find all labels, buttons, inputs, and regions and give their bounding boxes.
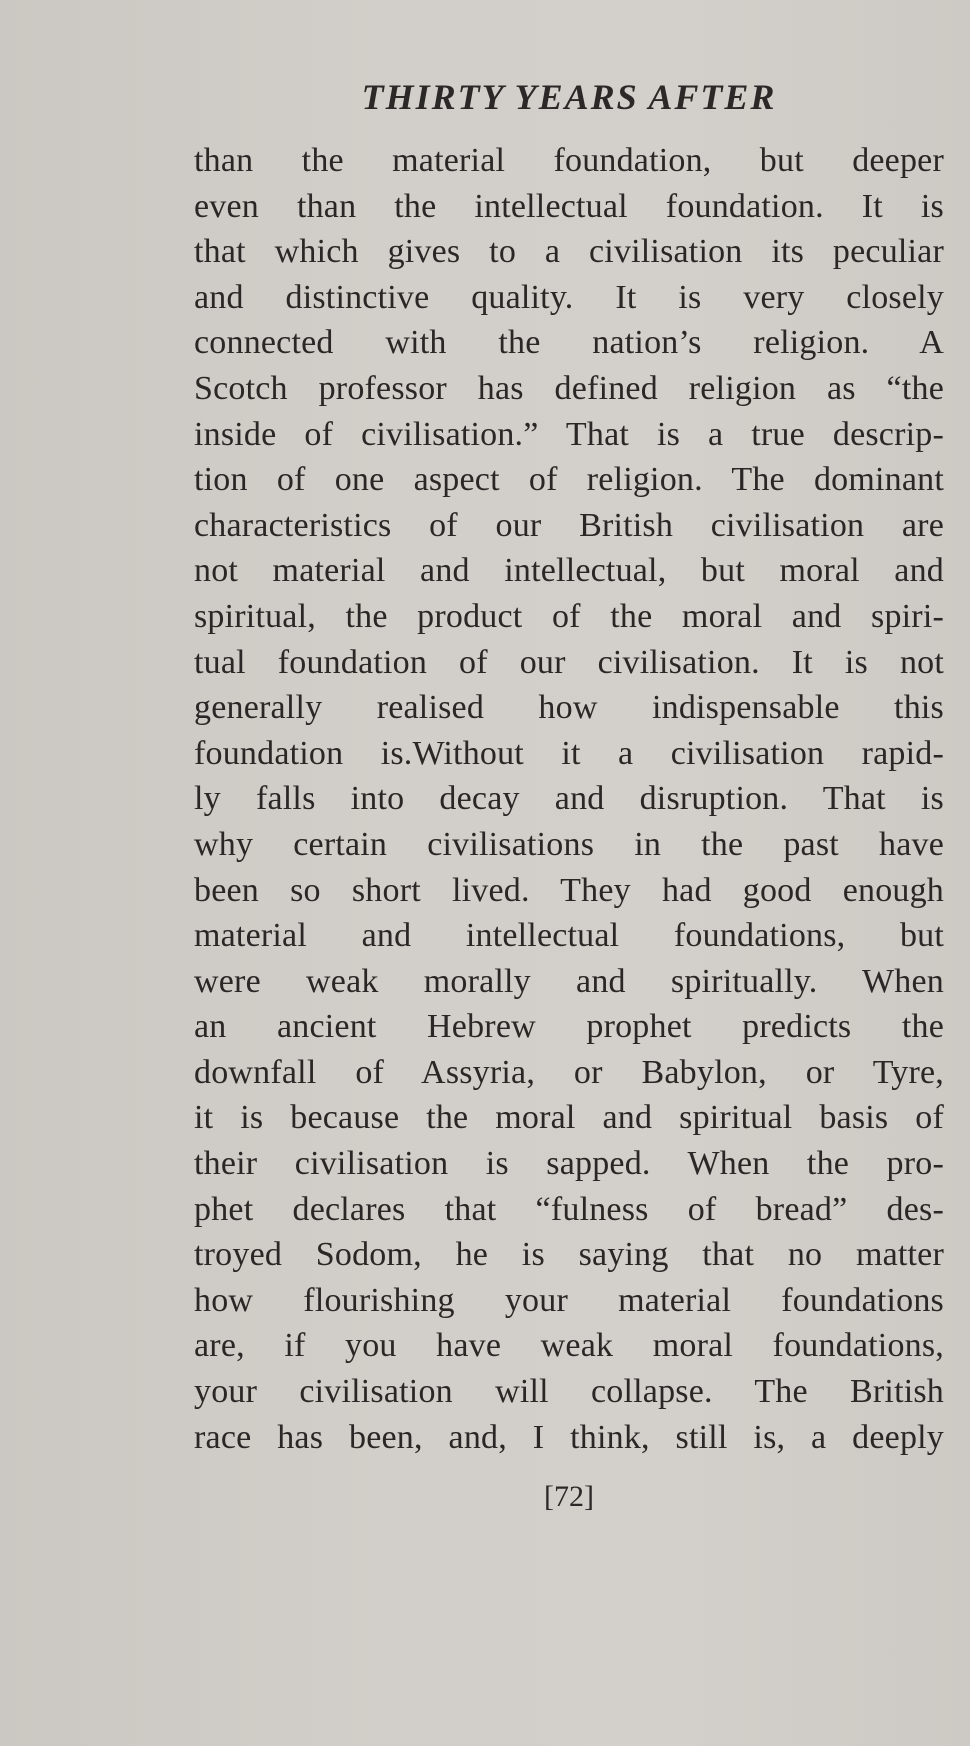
text-line: and distinctive quality. It is very closely [194,278,944,316]
text-line: downfall of Assyria, or Babylon, or Tyre, [194,1053,944,1091]
text-line: characteristics of our British civilisation are [194,506,944,544]
text-line: foundation is.Without it a civilisation rapid- [194,734,944,772]
body-text [194,138,944,1460]
text-line: Scotch professor has defined religion as “the [194,369,944,407]
text-line: tual foundation of our civilisation. It is not [194,643,944,681]
text-line: were weak morally and spiritually. When [194,962,944,1000]
text-line: race has been, and, I think, still is, a deeply [194,1418,944,1456]
text-line: connected with the nation’s religion. A [194,324,944,362]
text-line: it is because the moral and spiritual basis of [194,1099,944,1137]
text-line: how flourishing your material foundations [194,1281,944,1319]
text-line: troyed Sodom, he is saying that no matter [194,1236,944,1274]
text-line: an ancient Hebrew prophet predicts the [194,1008,944,1046]
text-line: are, if you have weak moral foundations, [194,1327,944,1365]
text-line: even than the intellectual foundation. It is [194,187,944,225]
text-line: inside of civilisation.” That is a true descrip- [194,415,944,453]
text-line: tion of one aspect of religion. The dominant [194,461,944,499]
text-line: phet declares that “fulness of bread” des- [194,1190,944,1228]
text-line: not material and intellectual, but moral and [194,552,944,590]
text-line: spiritual, the product of the moral and spiri- [194,597,944,635]
text-line: than the material foundation, but deeper [194,142,944,179]
page-number: [72] [544,1480,594,1513]
text-line: their civilisation is sapped. When the pro- [194,1145,944,1183]
text-line: been so short lived. They had good enough [194,871,944,909]
running-head: THIRTY YEARS AFTER [361,77,777,117]
text-line: generally realised how indispensable this [194,689,944,727]
text-line: material and intellectual foundations, but [194,917,944,955]
text-line: that which gives to a civilisation its peculiar [194,233,944,271]
text-line: ly falls into decay and disruption. That is [194,780,944,818]
text-line: your civilisation will collapse. The British [194,1373,944,1411]
text-line: why certain civilisations in the past have [194,825,944,863]
